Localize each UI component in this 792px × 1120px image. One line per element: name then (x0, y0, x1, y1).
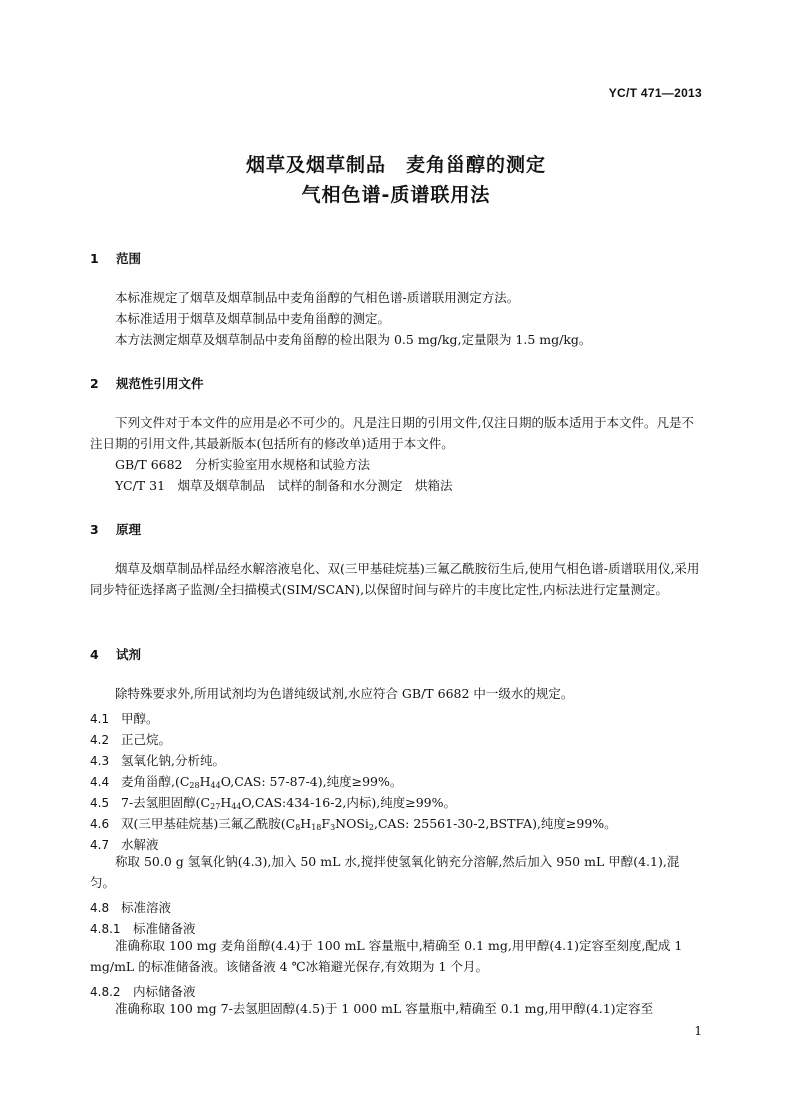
item-number: 4.8.2 (90, 985, 121, 999)
section-heading-reagents (90, 645, 141, 663)
section-heading-refs (90, 374, 204, 392)
item-number: 4.1 (90, 712, 110, 726)
reagent-item (90, 709, 159, 727)
paragraph: 烟草及烟草制品样品经水解溶液皂化、双(三甲基硅烷基)三氟乙酰胺衍生后,使用气相色谱-质谱联用仪,采用同步特征选择离子监测/全扫描模式(SIM/SCAN),以保留时间与碎片的丰度比定性,内标法进行定量测定。 (90, 561, 700, 597)
item-text: 水解液 (121, 837, 159, 852)
item-text: H (300, 816, 312, 831)
section-number: 1 (90, 251, 99, 266)
reagent-item-dehydrocholesterol (90, 793, 456, 811)
paragraph: 本标准适用于烟草及烟草制品中麦角甾醇的测定。 (115, 311, 391, 326)
item-number: 4.3 (90, 754, 110, 768)
item-text: 标准溶液 (121, 900, 172, 915)
item-number: 4.7 (90, 838, 110, 852)
section-title: 规范性引用文件 (116, 376, 204, 391)
paragraph: 称取 50.0 g 氢氧化钠(4.3),加入 50 mL 水,搅拌使氢氧化钠充分溶解,然后加入 950 mL 甲醇(4.1),混匀。 (90, 854, 680, 890)
paragraph: 准确称取 100 mg 7-去氢胆固醇(4.5)于 1 000 mL 容量瓶中,精确至 0.1 mg,用甲醇(4.1)定容至 (115, 1001, 654, 1016)
page-number: 1 (694, 1024, 702, 1038)
item-number: 4.6 (90, 817, 110, 831)
reference-item: GB/T 6682 分析实验室用水规格和试验方法 (115, 457, 371, 472)
reagent-item-standard (90, 898, 171, 916)
paragraph: 本方法测定烟草及烟草制品中麦角甾醇的检出限为 0.5 mg/kg,定量限为 1.5 mg/kg。 (115, 332, 592, 347)
item-text: 麦角甾醇,(C (121, 774, 190, 789)
subscript: 18 (311, 823, 322, 832)
standard-code: YC/T 471—2013 (608, 86, 702, 100)
document-title-line1: 烟草及烟草制品 麦角甾醇的测定 (245, 154, 546, 176)
subscript: 44 (231, 802, 242, 811)
item-number: 4.5 (90, 796, 110, 810)
item-text: 标准储备液 (133, 921, 196, 936)
reagent-item (90, 751, 225, 769)
reagent-item (90, 730, 171, 748)
item-text: 甲醇。 (121, 711, 159, 726)
item-text: 内标储备液 (133, 984, 196, 999)
section-number: 2 (90, 376, 99, 391)
item-text: F (321, 816, 331, 831)
item-text: NOSi (335, 816, 369, 831)
subscript: 8 (295, 823, 301, 832)
item-text: ,CAS: 25561-30-2,BSTFA),纯度≥99%。 (374, 816, 617, 831)
subscript: 28 (189, 781, 200, 790)
section-title: 试剂 (116, 647, 142, 662)
reference-item: YC/T 31 烟草及烟草制品 试样的制备和水分测定 烘箱法 (115, 478, 453, 493)
subscript: 3 (330, 823, 336, 832)
reagent-item-bstfa (90, 814, 617, 832)
item-text: H (199, 774, 211, 789)
section-title: 范围 (116, 251, 142, 266)
paragraph: 除特殊要求外,所用试剂均为色谱纯级试剂,水应符合 GB/T 6682 中一级水的规定。 (115, 686, 574, 701)
subscript: 27 (210, 802, 221, 811)
item-number: 4.4 (90, 775, 110, 789)
paragraph: 本标准规定了烟草及烟草制品中麦角甾醇的气相色谱-质谱联用测定方法。 (115, 290, 520, 305)
paragraph: 准确称取 100 mg 麦角甾醇(4.4)于 100 mL 容量瓶中,精确至 0.1 mg,用甲醇(4.1)定容至刻度,配成 1 mg/mL 的标准储备液。该储备液 4 ℃冰箱避光保存,有效期为 1 个月。 (90, 938, 683, 974)
item-text: O,CAS:434-16-2,内标),纯度≥99%。 (241, 795, 457, 810)
document-title-line2: 气相色谱-质谱联用法 (301, 184, 491, 206)
paragraph: 下列文件对于本文件的应用是必不可少的。凡是注日期的引用文件,仅注日期的版本适用于本文件。凡是不注日期的引用文件,其最新版本(包括所有的修改单)适用于本文件。 (90, 415, 694, 451)
section-heading-principle (90, 520, 141, 538)
item-text: O,CAS: 57-87-4),纯度≥99%。 (220, 774, 403, 789)
item-number: 4.8 (90, 901, 110, 915)
subscript: 44 (210, 781, 221, 790)
item-text: H (220, 795, 232, 810)
section-heading-scope (90, 249, 141, 267)
item-text: 氢氧化钠,分析纯。 (121, 753, 225, 768)
item-text: 正己烷。 (121, 732, 172, 747)
section-number: 3 (90, 522, 99, 537)
item-number: 4.8.1 (90, 922, 121, 936)
reagent-item-ergosterol (90, 772, 402, 790)
subscript: 2 (368, 823, 375, 832)
section-number: 4 (90, 647, 99, 662)
section-title: 原理 (116, 522, 142, 537)
item-text: 双(三甲基硅烷基)三氟乙酰胺(C (121, 816, 296, 831)
item-text: 7-去氢胆固醇(C (121, 795, 211, 810)
item-number: 4.2 (90, 733, 110, 747)
